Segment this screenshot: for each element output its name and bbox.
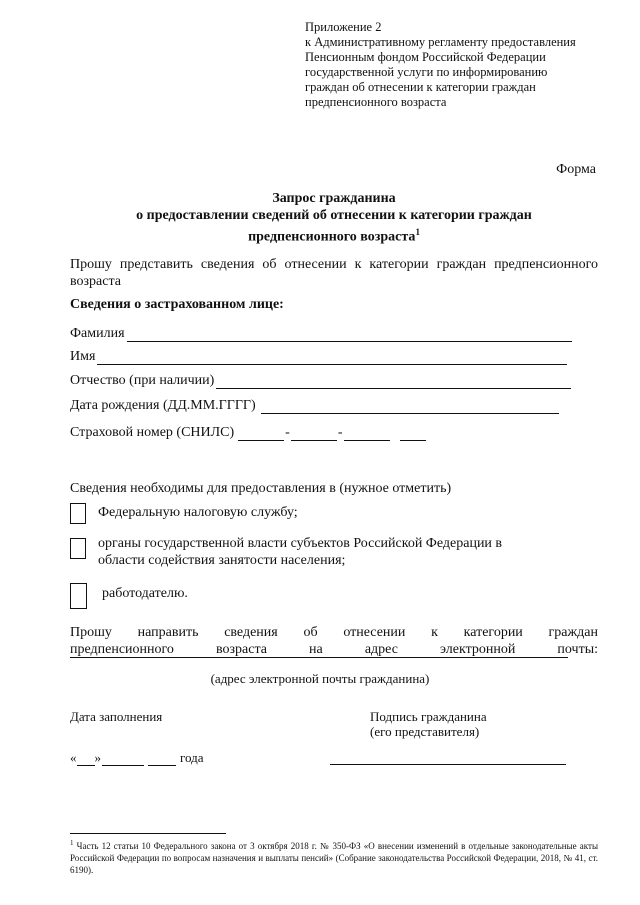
- recipients-heading: Сведения необходимы для предоставления в (нужное отметить): [70, 481, 452, 496]
- date-close-quote: »: [94, 750, 101, 765]
- day-input[interactable]: [77, 752, 95, 766]
- checkbox-government-bodies[interactable]: [70, 538, 86, 559]
- snils-dash: -: [337, 425, 343, 440]
- name-row: [70, 347, 567, 365]
- month-input[interactable]: [102, 752, 144, 766]
- snils-label: Страховой номер (СНИЛС): [70, 425, 235, 440]
- appendix-line: Приложение 2: [305, 20, 382, 34]
- appendix-line: граждан об отнесении к категории граждан: [305, 80, 536, 94]
- recipient-label: органы государственной власти субъектов Российской Федерации в: [98, 536, 503, 551]
- patronymic-label: Отчество (при наличии): [70, 373, 215, 388]
- signature-sublabel: (его представителя): [370, 724, 480, 739]
- footnote: [70, 837, 598, 876]
- appendix-line: к Административному регламенту предоставления: [305, 35, 576, 49]
- email-input[interactable]: [70, 657, 568, 658]
- snils-part-1-input[interactable]: [238, 426, 284, 441]
- recipient-label-cont: области содействия занятости населения;: [98, 553, 346, 568]
- appendix-line: государственной услуги по информированию: [305, 65, 548, 79]
- document-title: [70, 190, 598, 246]
- name-input[interactable]: [97, 350, 567, 365]
- form-label: Форма: [556, 162, 596, 177]
- signature-input[interactable]: [330, 764, 566, 765]
- email-caption: (адрес электронной почты гражданина): [210, 671, 430, 686]
- title-line-3: предпенсионного возраста: [248, 229, 416, 245]
- appendix-header: [305, 20, 625, 110]
- surname-label: Фамилия: [70, 326, 125, 341]
- checkbox-tax-service[interactable]: [70, 503, 86, 524]
- snils-row: [70, 425, 426, 441]
- email-request-line-1: Прошу направить сведения об отнесении к категории граждан: [70, 625, 598, 640]
- birth-date-row: [70, 396, 559, 414]
- footnote-text: Часть 12 статьи 10 Федерального закона от 3 октября 2018 г. № 350-ФЗ «О внесении изменений в отдельные законодательные акты Российской Федерации по вопросам назначения и выплаты пенсий» (Собрание законодательства Российской Федерации, 2018, № 41, ст. 6190).: [70, 841, 598, 875]
- signature-labels: [370, 709, 487, 739]
- snils-part-2-input[interactable]: [291, 426, 337, 441]
- email-request-line-2: предпенсионного возраста на адрес электронной почты:: [70, 642, 598, 657]
- patronymic-input[interactable]: [216, 374, 571, 389]
- appendix-line: предпенсионного возраста: [305, 95, 447, 109]
- insured-heading: Сведения о застрахованном лице:: [70, 297, 284, 312]
- date-open-quote: «: [70, 750, 77, 765]
- birth-date-input[interactable]: [261, 399, 559, 414]
- request-text: Прошу представить сведения об отнесении к категории граждан предпенсионного возраста: [70, 257, 598, 289]
- name-label: Имя: [70, 349, 96, 364]
- appendix-line: Пенсионным фондом Российской Федерации: [305, 50, 546, 64]
- checkbox-employer[interactable]: [70, 583, 87, 609]
- recipient-label: работодателю.: [102, 586, 188, 601]
- title-line-3-wrap: [70, 224, 598, 246]
- snils-control-input[interactable]: [400, 426, 426, 441]
- footnote-separator: [70, 833, 226, 834]
- date-label: Дата заполнения: [70, 709, 163, 724]
- surname-row: [70, 324, 572, 342]
- fill-date-row: [70, 750, 204, 766]
- recipient-label: Федеральную налоговую службу;: [98, 505, 298, 520]
- footnote-mark: 1: [70, 839, 74, 847]
- year-input[interactable]: [148, 752, 176, 766]
- surname-input[interactable]: [127, 327, 572, 342]
- title-line-2: о предоставлении сведений об отнесении к категории граждан: [136, 208, 532, 223]
- snils-dash: -: [285, 425, 290, 440]
- patronymic-row: [70, 371, 571, 389]
- snils-part-3-input[interactable]: [344, 426, 390, 441]
- year-word: года: [180, 750, 204, 765]
- birth-date-label: Дата рождения (ДД.ММ.ГГГГ): [70, 398, 256, 413]
- signature-label: Подпись гражданина: [370, 709, 487, 724]
- title-footnote-mark: 1: [415, 227, 420, 237]
- title-line-1: Запрос гражданина: [272, 191, 396, 206]
